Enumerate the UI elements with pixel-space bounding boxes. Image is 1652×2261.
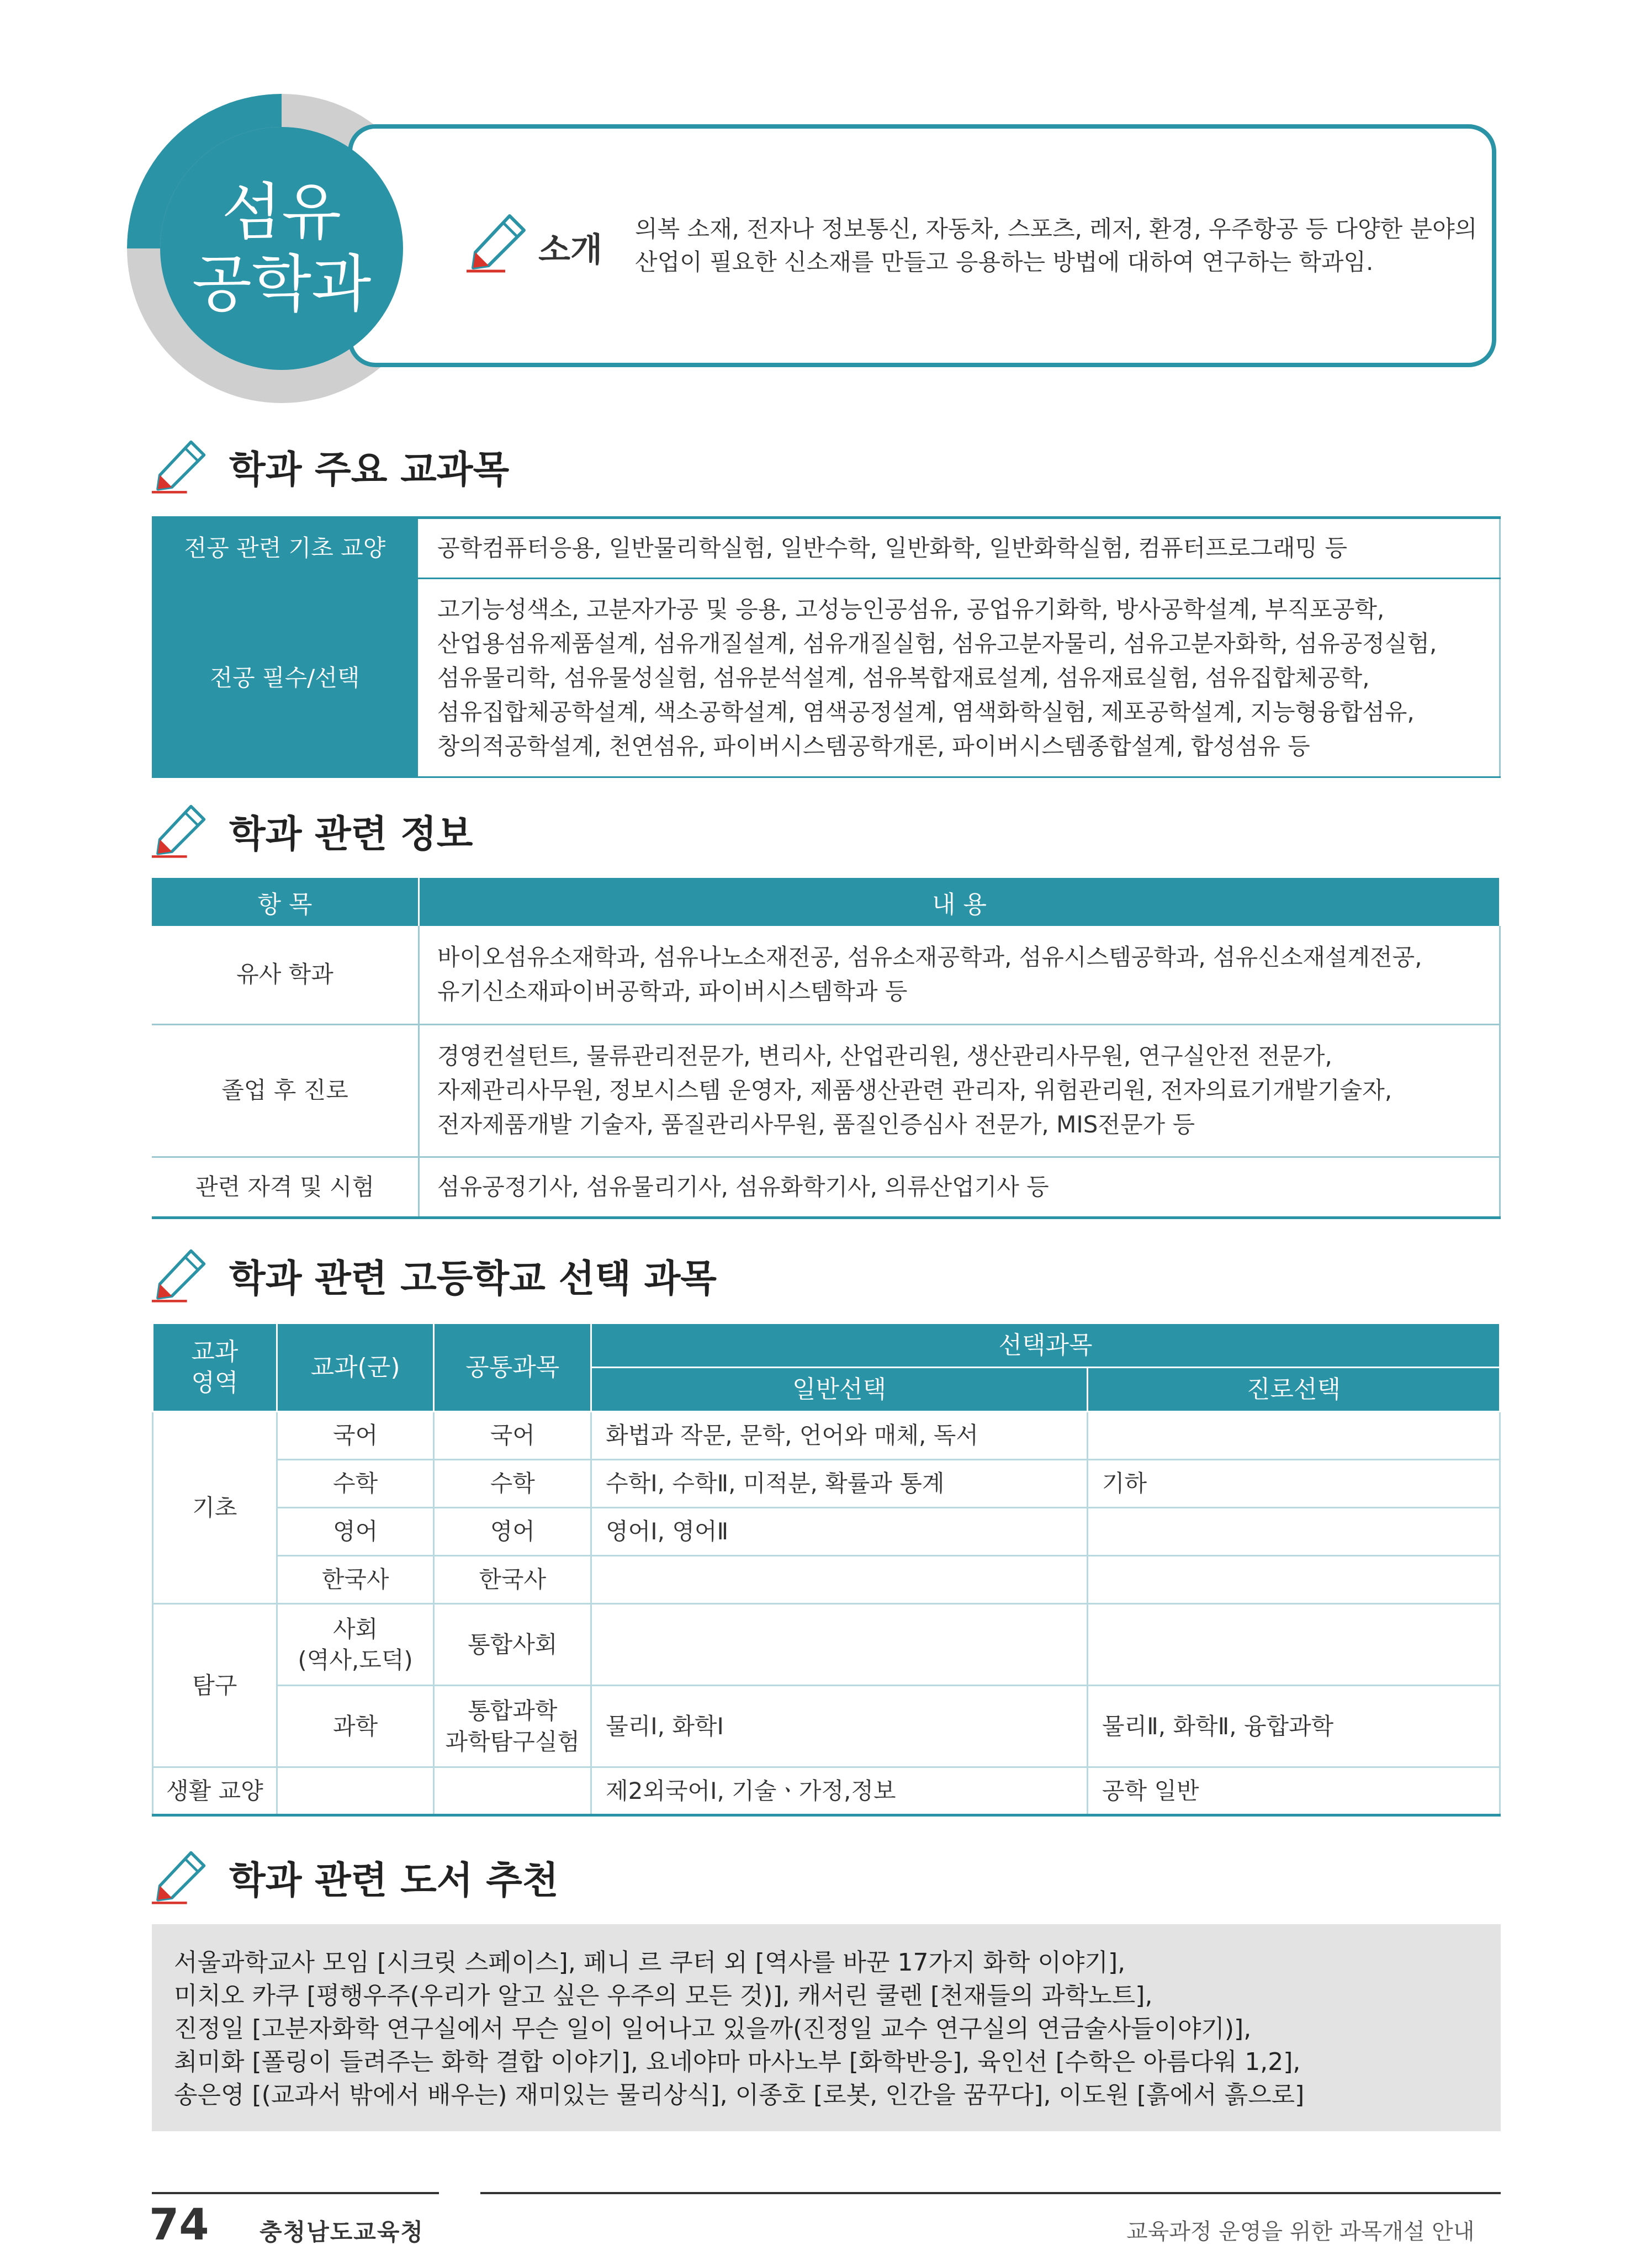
table-row xyxy=(153,1686,1500,1767)
career-cell xyxy=(1087,1412,1500,1460)
intro-label: 소개 xyxy=(538,231,602,269)
general-cell: 물리Ⅰ, 화학Ⅰ xyxy=(591,1686,1088,1767)
row-label: 전공 필수/선택 xyxy=(152,579,419,777)
department-title-line1: 섬유 xyxy=(221,177,342,248)
group-cell: 과학 xyxy=(277,1686,434,1767)
common-cell xyxy=(434,1686,591,1767)
column-header-elective: 선택과목 xyxy=(591,1323,1500,1368)
intro-line: 의복 소재, 전자나 정보통신, 자동차, 스포츠, 레저, 환경, 우주항공 등 다양한 분야의 xyxy=(635,215,1478,242)
header-line: 교과 xyxy=(191,1337,239,1366)
column-header-area xyxy=(153,1323,277,1412)
pencil-icon xyxy=(152,1248,207,1303)
common-cell: 영어 xyxy=(434,1508,591,1556)
section-title: 학과 주요 교과목 xyxy=(229,448,510,492)
table-header-row xyxy=(153,1323,1500,1368)
common-line: 과학탐구실험 xyxy=(445,1728,580,1755)
column-header-general: 일반선택 xyxy=(591,1368,1088,1412)
table-row xyxy=(153,1412,1500,1460)
book-line: 진정일 [고분자화학 연구실에서 무슨 일이 일어나고 있을까(진정일 교수 연구실의 연금술사들이야기)], xyxy=(174,2015,1252,2043)
career-cell xyxy=(1087,1556,1500,1604)
content-line: 경영컨설턴트, 물류관리전문가, 변리사, 산업관리원, 생산관리사무원, 연구실안전 전문가, xyxy=(437,1042,1332,1069)
table-row xyxy=(152,926,1500,1024)
career-cell: 기하 xyxy=(1087,1460,1500,1508)
content-line: 섬유공정기사, 섬유물리기사, 섬유화학기사, 의류산업기사 등 xyxy=(437,1173,1049,1200)
career-cell xyxy=(1087,1604,1500,1686)
general-cell: 수학Ⅰ, 수학Ⅱ, 미적분, 확률과 통계 xyxy=(591,1460,1088,1508)
common-cell xyxy=(434,1767,591,1815)
book-line: 서울과학교사 모임 [시크릿 스페이스], 페니 르 쿠터 외 [역사를 바꾼 17가지 화학 이야기], xyxy=(174,1948,1126,1977)
table-header-row xyxy=(152,878,1500,926)
department-title-line2: 공학과 xyxy=(192,248,372,320)
area-cell: 탐구 xyxy=(153,1604,277,1767)
group-cell: 국어 xyxy=(277,1412,434,1460)
book-line: 최미화 [폴링이 들려주는 화학 결합 이야기], 요네야마 마사노부 [화학반응], 육인선 [수학은 아름다워 1,2], xyxy=(174,2048,1301,2076)
row-label: 유사 학과 xyxy=(152,926,419,1024)
table-row xyxy=(153,1767,1500,1815)
row-content xyxy=(419,518,1500,579)
group-cell: 영어 xyxy=(277,1508,434,1556)
info-table xyxy=(152,878,1501,1219)
column-header-item: 항 목 xyxy=(152,878,419,926)
row-label: 전공 관련 기초 교양 xyxy=(152,518,419,579)
subjects-table xyxy=(152,1322,1501,1817)
content-line: 유기신소재파이버공학과, 파이버시스템학과 등 xyxy=(437,978,908,1005)
row-content xyxy=(419,1157,1500,1217)
row-content xyxy=(419,1024,1500,1157)
section-heading-subjects xyxy=(152,1248,717,1303)
general-cell: 제2외국어Ⅰ, 기술ㆍ가정,정보 xyxy=(591,1767,1088,1815)
column-header-common: 공통과목 xyxy=(434,1323,591,1412)
row-label: 관련 자격 및 시험 xyxy=(152,1157,419,1217)
career-cell: 공학 일반 xyxy=(1087,1767,1500,1815)
publisher: 충청남도교육청 xyxy=(260,2218,425,2246)
running-title: 교육과정 운영을 위한 과목개설 안내 xyxy=(1126,2219,1475,2244)
group-cell: 한국사 xyxy=(277,1556,434,1604)
section-heading-info xyxy=(152,803,473,859)
career-cell: 물리Ⅱ, 화학Ⅱ, 융합과학 xyxy=(1087,1686,1500,1767)
row-content xyxy=(419,926,1500,1024)
column-header-group: 교과(군) xyxy=(277,1323,434,1412)
group-line: 사회 xyxy=(333,1615,378,1643)
general-cell xyxy=(591,1604,1088,1686)
department-title xyxy=(160,127,403,370)
pencil-icon xyxy=(152,803,207,859)
row-label: 졸업 후 진로 xyxy=(152,1024,419,1157)
career-cell xyxy=(1087,1508,1500,1556)
footer-divider xyxy=(152,2192,439,2194)
courses-table xyxy=(152,516,1501,778)
table-row xyxy=(153,1604,1500,1686)
area-cell: 생활 교양 xyxy=(153,1767,277,1815)
page-number: 74 xyxy=(149,2200,209,2250)
general-cell: 영어Ⅰ, 영어Ⅱ xyxy=(591,1508,1088,1556)
section-heading-courses xyxy=(152,439,509,494)
book-line: 미치오 카쿠 [평행우주(우리가 알고 싶은 우주의 모든 것)], 캐서린 쿨렌 [천재들의 과학노트], xyxy=(174,1982,1153,2010)
section-heading-books xyxy=(152,1850,559,1905)
general-cell xyxy=(591,1556,1088,1604)
pencil-icon xyxy=(152,439,207,494)
row-content xyxy=(419,579,1500,777)
column-header-content: 내 용 xyxy=(419,878,1500,926)
section-title: 학과 관련 정보 xyxy=(229,812,473,856)
content-line: 고기능성색소, 고분자가공 및 응용, 고성능인공섬유, 공업유기화학, 방사공학설계, 부직포공학, xyxy=(437,595,1385,623)
content-line: 자제관리사무원, 정보시스템 운영자, 제품생산관련 관리자, 위험관리원, 전자의료기개발기술자, xyxy=(437,1077,1392,1104)
content-line: 공학컴퓨터응용, 일반물리학실험, 일반수학, 일반화학, 일반화학실험, 컴퓨터프로그래밍 등 xyxy=(437,534,1348,562)
common-cell: 통합사회 xyxy=(434,1604,591,1686)
table-row xyxy=(152,518,1500,579)
content-line: 창의적공학설계, 천연섬유, 파이버시스템공학개론, 파이버시스템종합설계, 합성섬유 등 xyxy=(437,732,1310,760)
table-row xyxy=(153,1508,1500,1556)
section-title: 학과 관련 고등학교 선택 과목 xyxy=(229,1257,717,1301)
group-cell xyxy=(277,1604,434,1686)
table-row xyxy=(153,1556,1500,1604)
content-line: 섬유물리학, 섬유물성실험, 섬유분석설계, 섬유복합재료설계, 섬유재료실험, 섬유집합체공학, xyxy=(437,664,1370,691)
book-line: 송은영 [(교과서 밖에서 배우는) 재미있는 물리상식], 이종호 [로봇, 인간을 꿈꾸다], 이도원 [흙에서 흙으로] xyxy=(174,2081,1305,2109)
content-line: 바이오섬유소재학과, 섬유나노소재전공, 섬유소재공학과, 섬유시스템공학과, 섬유신소재설계전공, xyxy=(437,944,1422,971)
content-line: 전자제품개발 기술자, 품질관리사무원, 품질인증심사 전문가, MIS전문가 등 xyxy=(437,1111,1195,1138)
section-title: 학과 관련 도서 추천 xyxy=(229,1858,559,1903)
group-cell xyxy=(277,1767,434,1815)
content-line: 산업용섬유제품설계, 섬유개질설계, 섬유개질실험, 섬유고분자물리, 섬유고분자화학, 섬유공정실험, xyxy=(437,629,1437,657)
area-cell: 기초 xyxy=(153,1412,277,1604)
group-line: (역사,도덕) xyxy=(298,1646,413,1674)
common-cell: 수학 xyxy=(434,1460,591,1508)
common-line: 통합과학 xyxy=(468,1697,558,1724)
footer-divider xyxy=(480,2192,1501,2194)
pencil-icon xyxy=(152,1850,207,1905)
common-cell: 국어 xyxy=(434,1412,591,1460)
table-row xyxy=(152,1157,1500,1217)
group-cell: 수학 xyxy=(277,1460,434,1508)
intro-line: 산업이 필요한 신소재를 만들고 응용하는 방법에 대하여 연구하는 학과임. xyxy=(635,248,1374,276)
table-row xyxy=(152,1024,1500,1157)
table-row xyxy=(153,1460,1500,1508)
content-line: 섬유집합체공학설계, 색소공학설계, 염색공정설계, 염색화학실험, 제포공학설계, 지능형융합섬유, xyxy=(437,698,1415,726)
intro-text xyxy=(635,213,1478,279)
table-row xyxy=(152,579,1500,777)
common-cell: 한국사 xyxy=(434,1556,591,1604)
pencil-icon xyxy=(467,213,527,273)
book-recommendations xyxy=(152,1924,1501,2131)
general-cell: 화법과 작문, 문학, 언어와 매체, 독서 xyxy=(591,1412,1088,1460)
header-line: 영역 xyxy=(191,1368,239,1397)
column-header-career: 진로선택 xyxy=(1087,1368,1500,1412)
